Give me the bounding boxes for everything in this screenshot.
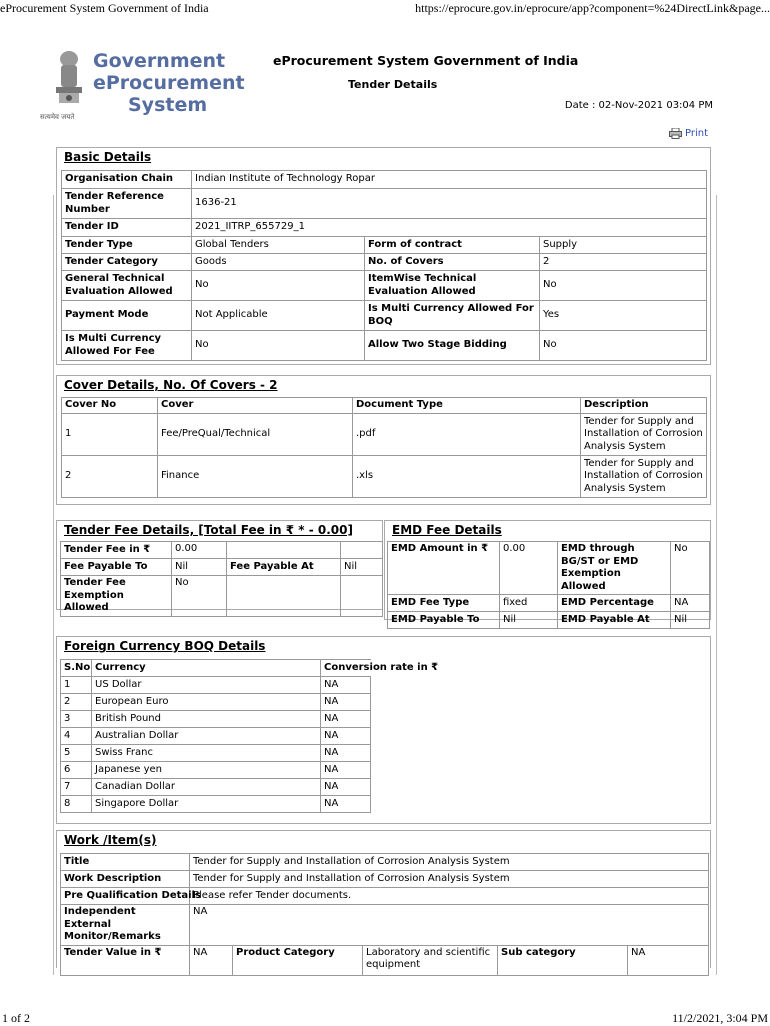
boq-currency: European Euro xyxy=(92,694,321,711)
page-subtitle: Tender Details xyxy=(348,78,438,91)
emd-bg-value: No xyxy=(671,542,710,595)
boq-sno: 2 xyxy=(61,694,92,711)
table-row xyxy=(62,414,707,456)
emd-fee-section xyxy=(384,520,711,625)
gte-label: General Technical Evaluation Allowed xyxy=(62,271,192,301)
right-border xyxy=(716,195,717,975)
emd-percentage-value: NA xyxy=(671,595,710,612)
basic-details-heading: Basic Details xyxy=(64,150,152,164)
tender-id-value: 2021_IITRP_655729_1 xyxy=(192,219,707,237)
emd-payable-at-value: Nil xyxy=(671,612,710,629)
payment-mode-label: Payment Mode xyxy=(62,301,192,331)
col-header-document-type: Document Type xyxy=(353,398,581,414)
tender-page xyxy=(40,45,717,975)
basic-details-table xyxy=(61,170,707,361)
form-of-contract-value: Supply xyxy=(540,237,707,254)
boq-rate: NA xyxy=(321,677,371,694)
browser-print-url: https://eprocure.gov.in/eprocure/app?component=%24DirectLink&page... xyxy=(415,1,770,15)
cover-details-table xyxy=(61,397,707,498)
iem-label: Independent External Monitor/Remarks xyxy=(61,905,190,946)
cover-description: Tender for Supply and Installation of Corrosion Analysis System xyxy=(581,456,707,498)
table-row xyxy=(61,745,371,762)
fee-exemption-value: No xyxy=(172,576,227,617)
logo-line-1: Government xyxy=(93,50,226,72)
multi-currency-fee-value: No xyxy=(192,331,365,361)
logo-tagline: सत्यमेव जयते xyxy=(40,113,75,121)
print-label[interactable]: Print xyxy=(684,128,708,139)
tender-category-label: Tender Category xyxy=(62,254,192,271)
work-items-heading: Work /Item(s) xyxy=(64,833,157,847)
col-header-cover: Cover xyxy=(158,398,353,414)
fee-payable-at-value: Nil xyxy=(341,559,383,576)
table-row xyxy=(61,677,371,694)
emd-bg-label: EMD through BG/ST or EMD Exemption Allowed xyxy=(558,542,671,595)
tender-type-value: Global Tenders xyxy=(192,237,365,254)
boq-rate: NA xyxy=(321,762,371,779)
boq-sno: 7 xyxy=(61,779,92,796)
tender-value-value: NA xyxy=(190,945,233,975)
table-row xyxy=(61,762,371,779)
prequal-value: Please refer Tender documents. xyxy=(190,888,709,905)
cover-no: 2 xyxy=(62,456,158,498)
boq-sno: 4 xyxy=(61,728,92,745)
report-date: Date : 02-Nov-2021 03:04 PM xyxy=(564,100,713,111)
tender-id-label: Tender ID xyxy=(62,219,192,237)
emd-fee-type-value: fixed xyxy=(500,595,558,612)
multi-currency-boq-value: Yes xyxy=(540,301,707,331)
boq-rate: NA xyxy=(321,779,371,796)
emd-amount-value: 0.00 xyxy=(500,542,558,595)
work-title-value: Tender for Supply and Installation of Corrosion Analysis System xyxy=(190,854,709,871)
print-timestamp: 11/2/2021, 3:04 PM xyxy=(672,1011,768,1025)
emd-payable-to-value: Nil xyxy=(500,612,558,629)
boq-currency: Japanese yen xyxy=(92,762,321,779)
fee-exemption-label: Tender Fee Exemption Allowed xyxy=(61,576,172,617)
cover-name: Fee/PreQual/Technical xyxy=(158,414,353,456)
sub-category-value: NA xyxy=(628,945,709,975)
emd-percentage-label: EMD Percentage xyxy=(558,595,671,612)
two-stage-bidding-value: No xyxy=(540,331,707,361)
prequal-label: Pre Qualification Details xyxy=(61,888,190,905)
boq-sno: 1 xyxy=(61,677,92,694)
no-of-covers-label: No. of Covers xyxy=(365,254,540,271)
table-row xyxy=(61,796,371,813)
emd-fee-table xyxy=(387,541,710,629)
tender-type-label: Tender Type xyxy=(62,237,192,254)
sub-category-label: Sub category xyxy=(498,945,628,975)
iem-value: NA xyxy=(190,905,709,946)
product-category-value: Laboratory and scientific equipment xyxy=(363,945,498,975)
boq-currency: US Dollar xyxy=(92,677,321,694)
work-items-section xyxy=(56,830,711,968)
logo-text xyxy=(93,50,245,116)
tender-fee-table xyxy=(60,541,383,617)
tender-fee-section xyxy=(56,520,383,613)
multi-currency-fee-label: Is Multi Currency Allowed For Fee xyxy=(62,331,192,361)
ite-label: ItemWise Technical Evaluation Allowed xyxy=(365,271,540,301)
tender-ref-value: 1636-21 xyxy=(192,189,707,219)
emd-payable-to-label: EMD Payable To xyxy=(388,612,500,629)
emd-payable-at-label: EMD Payable At xyxy=(558,612,671,629)
product-category-label: Product Category xyxy=(233,945,363,975)
boq-rate: NA xyxy=(321,745,371,762)
col-header-sno: S.No xyxy=(61,660,92,677)
payment-mode-value: Not Applicable xyxy=(192,301,365,331)
emd-fee-type-label: EMD Fee Type xyxy=(388,595,500,612)
tender-ref-label: Tender Reference Number xyxy=(62,189,192,219)
foreign-currency-boq-section xyxy=(56,636,711,824)
tender-fee-heading: Tender Fee Details, [Total Fee in ₹ * - 0.00] xyxy=(64,523,353,537)
table-row xyxy=(62,456,707,498)
table-row xyxy=(61,779,371,796)
col-header-cover-no: Cover No xyxy=(62,398,158,414)
form-of-contract-label: Form of contract xyxy=(365,237,540,254)
org-chain-value: Indian Institute of Technology Ropar xyxy=(192,171,707,189)
boq-currency: Singapore Dollar xyxy=(92,796,321,813)
col-header-rate: Conversion rate in ₹ xyxy=(321,660,371,677)
left-border xyxy=(53,195,54,975)
boq-sno: 3 xyxy=(61,711,92,728)
browser-print-title: eProcurement System Government of India xyxy=(0,1,209,15)
cover-doc-type: .xls xyxy=(353,456,581,498)
cover-details-section xyxy=(56,375,711,505)
emd-amount-label: EMD Amount in ₹ xyxy=(388,542,500,595)
work-title-label: Title xyxy=(61,854,190,871)
boq-heading: Foreign Currency BOQ Details xyxy=(64,639,266,653)
page-count: 1 of 2 xyxy=(2,1011,30,1025)
tender-value-label: Tender Value in ₹ xyxy=(61,945,190,975)
fee-payable-to-label: Fee Payable To xyxy=(61,559,172,576)
gte-value: No xyxy=(192,271,365,301)
cover-description: Tender for Supply and Installation of Corrosion Analysis System xyxy=(581,414,707,456)
two-stage-bidding-label: Allow Two Stage Bidding xyxy=(365,331,540,361)
national-emblem-icon xyxy=(51,49,87,107)
boq-sno: 6 xyxy=(61,762,92,779)
print-link[interactable] xyxy=(669,128,708,139)
cover-no: 1 xyxy=(62,414,158,456)
printer-icon xyxy=(669,128,682,139)
boq-rate: NA xyxy=(321,728,371,745)
boq-currency: Swiss Franc xyxy=(92,745,321,762)
boq-sno: 8 xyxy=(61,796,92,813)
cover-name: Finance xyxy=(158,456,353,498)
cover-doc-type: .pdf xyxy=(353,414,581,456)
boq-currency: British Pound xyxy=(92,711,321,728)
boq-currency: Canadian Dollar xyxy=(92,779,321,796)
logo-line-3: System xyxy=(128,94,208,116)
col-header-description: Description xyxy=(581,398,707,414)
no-of-covers-value: 2 xyxy=(540,254,707,271)
work-description-value: Tender for Supply and Installation of Corrosion Analysis System xyxy=(190,871,709,888)
col-header-currency: Currency xyxy=(92,660,321,677)
tender-category-value: Goods xyxy=(192,254,365,271)
page-title: eProcurement System Government of India xyxy=(273,53,579,68)
tender-fee-value: 0.00 xyxy=(172,542,227,559)
boq-sno: 5 xyxy=(61,745,92,762)
fee-payable-at-label: Fee Payable At xyxy=(227,559,341,576)
boq-rate: NA xyxy=(321,796,371,813)
multi-currency-boq-label: Is Multi Currency Allowed For BOQ xyxy=(365,301,540,331)
cover-details-heading: Cover Details, No. Of Covers - 2 xyxy=(64,378,278,392)
boq-rate: NA xyxy=(321,711,371,728)
ite-value: No xyxy=(540,271,707,301)
boq-rate: NA xyxy=(321,694,371,711)
work-items-table xyxy=(60,853,709,976)
work-description-label: Work Description xyxy=(61,871,190,888)
logo-line-2: eProcurement xyxy=(93,72,245,94)
basic-details-section xyxy=(56,147,711,365)
table-row xyxy=(61,694,371,711)
boq-currency: Australian Dollar xyxy=(92,728,321,745)
org-chain-label: Organisation Chain xyxy=(62,171,192,189)
table-row xyxy=(61,728,371,745)
boq-table xyxy=(60,659,439,813)
gov-eprocurement-logo xyxy=(40,45,245,130)
emd-fee-heading: EMD Fee Details xyxy=(392,523,502,537)
fee-payable-to-value: Nil xyxy=(172,559,227,576)
tender-fee-label: Tender Fee in ₹ xyxy=(61,542,172,559)
table-row xyxy=(61,711,371,728)
